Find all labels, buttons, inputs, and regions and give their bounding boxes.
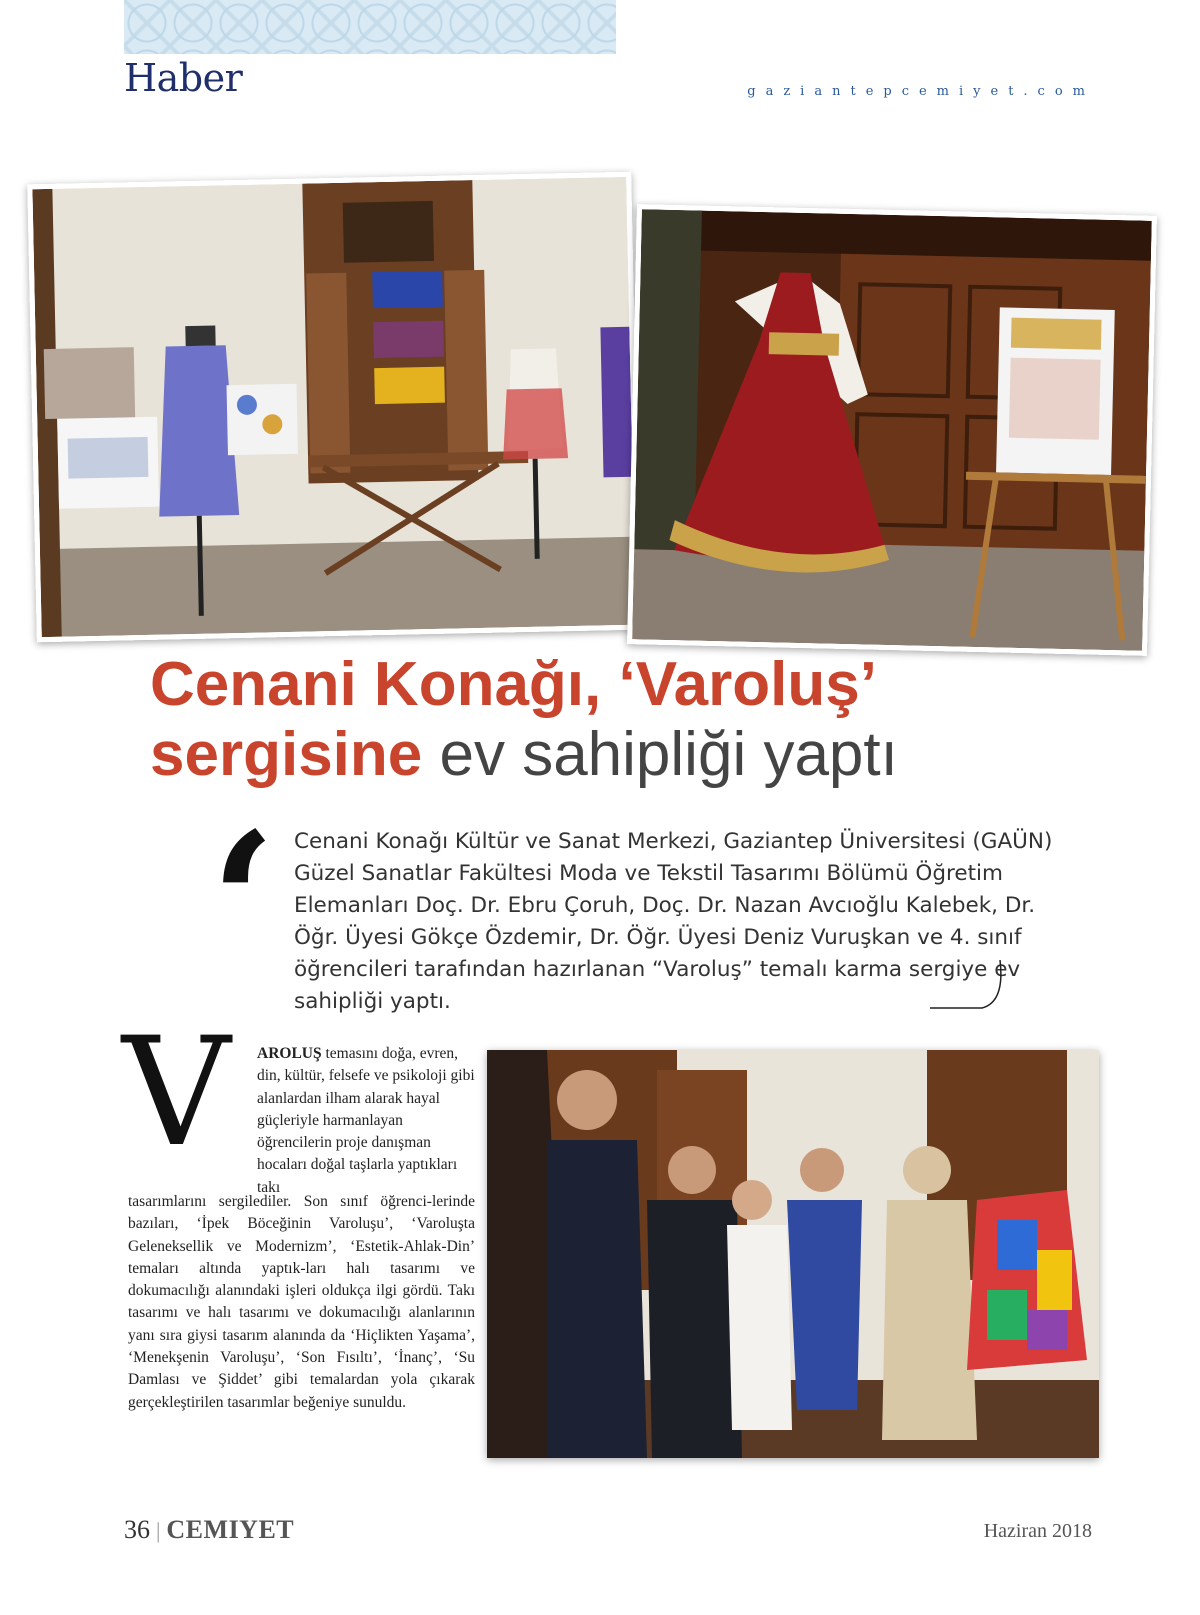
quote-mark-icon: ‘ <box>210 791 277 1014</box>
decorative-curve-icon <box>930 960 1010 1010</box>
body-text-indented <box>257 1043 475 1199</box>
footer-separator: | <box>156 1518 161 1543</box>
drop-cap: V <box>122 1006 231 1180</box>
section-title: Haber <box>124 56 243 100</box>
site-url[interactable]: gaziantepcemiyet.com <box>747 84 1095 99</box>
exhibition-room-photo <box>27 172 640 643</box>
body-indented-text: temasını doğa, evren, din, kültür, felsefe ve psikoloji gibi alanlardan ilham alarak hayal güçleriyle harmanlayan öğrencilerin proje danışman hocaları doğal taşlarla yaptıkları takı <box>257 1045 475 1196</box>
header-pattern <box>124 0 616 54</box>
headline-line1: Cenani Konağı, ‘Varoluş’ <box>150 650 877 719</box>
issue-date: Haziran 2018 <box>983 1520 1092 1542</box>
lead-paragraph: Cenani Konağı Kültür ve Sanat Merkezi, Gaziantep Üniversitesi (GAÜN) Güzel Sanatlar Fakültesi Moda ve Tekstil Tasarımı Bölümü Öğretim Elemanları Doç. Dr. Ebru Çoruh, Doç. Dr. Nazan Avcıoğlu Kalebek, Dr. Öğr. Üyesi Gökçe Özdemir, Dr. Öğr. Üyesi Deniz Vuruşkan ve 4. sınıf öğrencileri tarafından hazırlanan “Varoluş” temalı karma sergiye ev sahipliği yaptı. <box>294 829 1053 1014</box>
page-footer-left <box>124 1515 294 1545</box>
page-number: 36 <box>124 1515 150 1544</box>
body-text: tasarımlarını sergilediler. Son sınıf öğrenci-lerinde bazıları, ‘İpek Böceğinin Varoluşu’, ‘Varoluşta Geleneksellik ve Modernizm’, ‘Estetik-Ahlak-Din’ temaları altında yaptık-ları halı tasarımı ve dokumacılığı alanındaki işleri oldukça ilgi gördü. Takı tasarımı ve halı tasarımı ve dokumacılığı alanlarının yanı sıra giysi tasarım alanında da ‘Hiçlikten Yaşama’, ‘Menekşenin Varoluşu’, ‘Son Fısıltı’, ‘İnanç’, ‘Su Damlası ve Şiddet’ gibi temalardan yola çıkarak gerçekleştirilen tasarımlar beğeniye sunuldu. <box>128 1193 475 1411</box>
headline-emphasis: sergisine <box>150 720 423 789</box>
red-dress-photo <box>627 204 1157 656</box>
magazine-name: CEMIYET <box>166 1515 295 1544</box>
headline-rest: ev sahipliği yaptı <box>439 720 898 789</box>
visitors-photo <box>487 1050 1099 1458</box>
body-lead-word: AROLUŞ <box>257 1045 322 1062</box>
article-headline <box>150 650 1050 790</box>
